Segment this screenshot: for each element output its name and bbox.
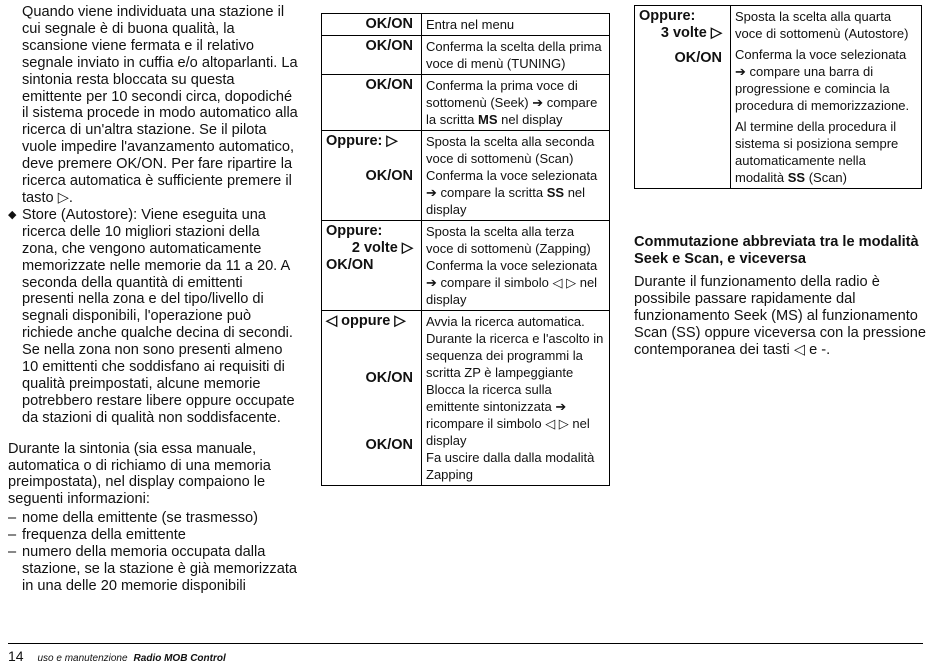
key-cell: Oppure: 3 volte ▷ OK/ON <box>635 6 731 189</box>
arrow-icon: ➔ <box>426 275 437 290</box>
arrow-icon: ➔ <box>532 95 544 110</box>
action-cell: Sposta la scelta alla quarta voce di sottomenù (Autostore) Conferma la voce selezionata ➔ compare una barra di progressione e comincia la procedura di memorizzazione. Al termine della procedura il sistema si posiziona sempre automaticamente nella modalità SS (Scan) <box>731 6 922 189</box>
info-list <box>8 510 298 595</box>
paragraph-scan: Quando viene individuata una stazione il cui segnale è di buona qualità, la scansione viene fermata e il relativo segnale inviato in cuffia e/o altoparlanti. La sintonia resta bloccata su questa emittente per 10 secondi circa, dopodiché il sistema procede in modo automatico alla ricerca di un'altra stazione. Se il pilota vuole impedire l'avanzamento automatico, deve premere OK/ON. Per fare ripartire la ricerca automatica è sufficiente premere il tasto ▷. <box>22 4 298 206</box>
table-row <box>322 75 610 131</box>
diamond-bullet-icon: ◆ <box>8 208 17 221</box>
action-cell: Sposta la scelta alla terza voce di sottomenù (Zapping) Conferma la voce selezionata ➔ compare il simbolo ◁ ▷ nel display <box>422 221 610 311</box>
list-item: – frequenza della emittente <box>8 527 186 544</box>
table-row <box>635 6 922 189</box>
tuning-steps-table <box>321 13 610 486</box>
table-row <box>322 131 610 221</box>
footer-subtitle: uso e manutenzione <box>37 653 128 664</box>
footer-title: Radio MOB Control <box>133 653 226 664</box>
table-row <box>322 311 610 486</box>
key-cell: Oppure: ▷ OK/ON <box>322 131 422 221</box>
list-item: – nome della emittente (se trasmesso) <box>8 510 259 527</box>
key-cell: OK/ON <box>322 14 422 36</box>
key-cell: OK/ON <box>322 75 422 131</box>
action-cell: Conferma la scelta della prima voce di menù (TUNING) <box>422 36 610 75</box>
section-heading: Commutazione abbreviata tra le modalità Seek e Scan, e viceversa <box>634 234 919 267</box>
list-item: – numero della memoria occupata dalla stazione, se la stazione è già memorizzata in una delle 20 memorie disponibili <box>8 544 297 594</box>
store-text: Store (Autostore): Viene eseguita una ricerca delle 10 migliori stazioni della zona, che vengono automaticamente memorizzate nelle memorie da 11 a 20. A seconda della quantità di emittenti presenti nella zona e del tipo/livello di segnali disponibili, l'operazione può richiede anche qualche decina di secondi. Se nella zona non sono presenti almeno 10 emittenti che soddisfano ai requisiti di qualità preimpostati, alcune memorie potrebbero restare libere oppure occupate da stazioni di qualità non soddisfacente. <box>22 206 295 426</box>
key-cell: Oppure: 2 volte ▷ OK/ON <box>322 221 422 311</box>
key-cell: ◁ oppure ▷ OK/ON OK/ON <box>322 311 422 486</box>
page-footer <box>8 648 226 664</box>
action-cell: Conferma la prima voce di sottomenù (Seek) ➔ compare la scritta MS nel display <box>422 75 610 131</box>
table-row <box>322 14 610 36</box>
table-row <box>322 36 610 75</box>
action-cell: Avvia la ricerca automatica. Durante la ricerca e l'ascolto in sequenza dei programmi la scritta ZP è lampeggiante Blocca la ricerca sulla emittente sintonizzata ➔ ricompare il simbolo ◁ ▷ nel display Fa uscire dalla dalla modalità Zapping <box>422 311 610 486</box>
table-row <box>322 221 610 311</box>
footer-divider <box>8 643 923 644</box>
arrow-icon: ➔ <box>555 399 567 414</box>
key-cell: OK/ON <box>322 36 422 75</box>
action-cell: Entra nel menu <box>422 14 610 36</box>
left-column <box>8 4 298 595</box>
paragraph-display-info: Durante la sintonia (sia essa manuale, automatica o di richiamo di una memoria preimpostata), nel display compaiono le seguenti informazioni: <box>8 440 271 508</box>
arrow-icon: ➔ <box>426 185 437 200</box>
paragraph-shortcut: Durante il funzionamento della radio è possibile passare rapidamente dal funzionamento Seek (MS) al funzionamento Scan (SS) oppure viceversa con la pressione contemporanea dei tasti ◁ e -. <box>634 274 927 358</box>
arrow-icon: ➔ <box>735 64 746 79</box>
action-cell: Sposta la scelta alla seconda voce di sottomenù (Scan) Conferma la voce selezionata ➔ compare la scritta SS nel display <box>422 131 610 221</box>
page-number: 14 <box>8 648 24 664</box>
paragraph-store <box>8 207 298 427</box>
autostore-steps-table <box>634 5 922 189</box>
